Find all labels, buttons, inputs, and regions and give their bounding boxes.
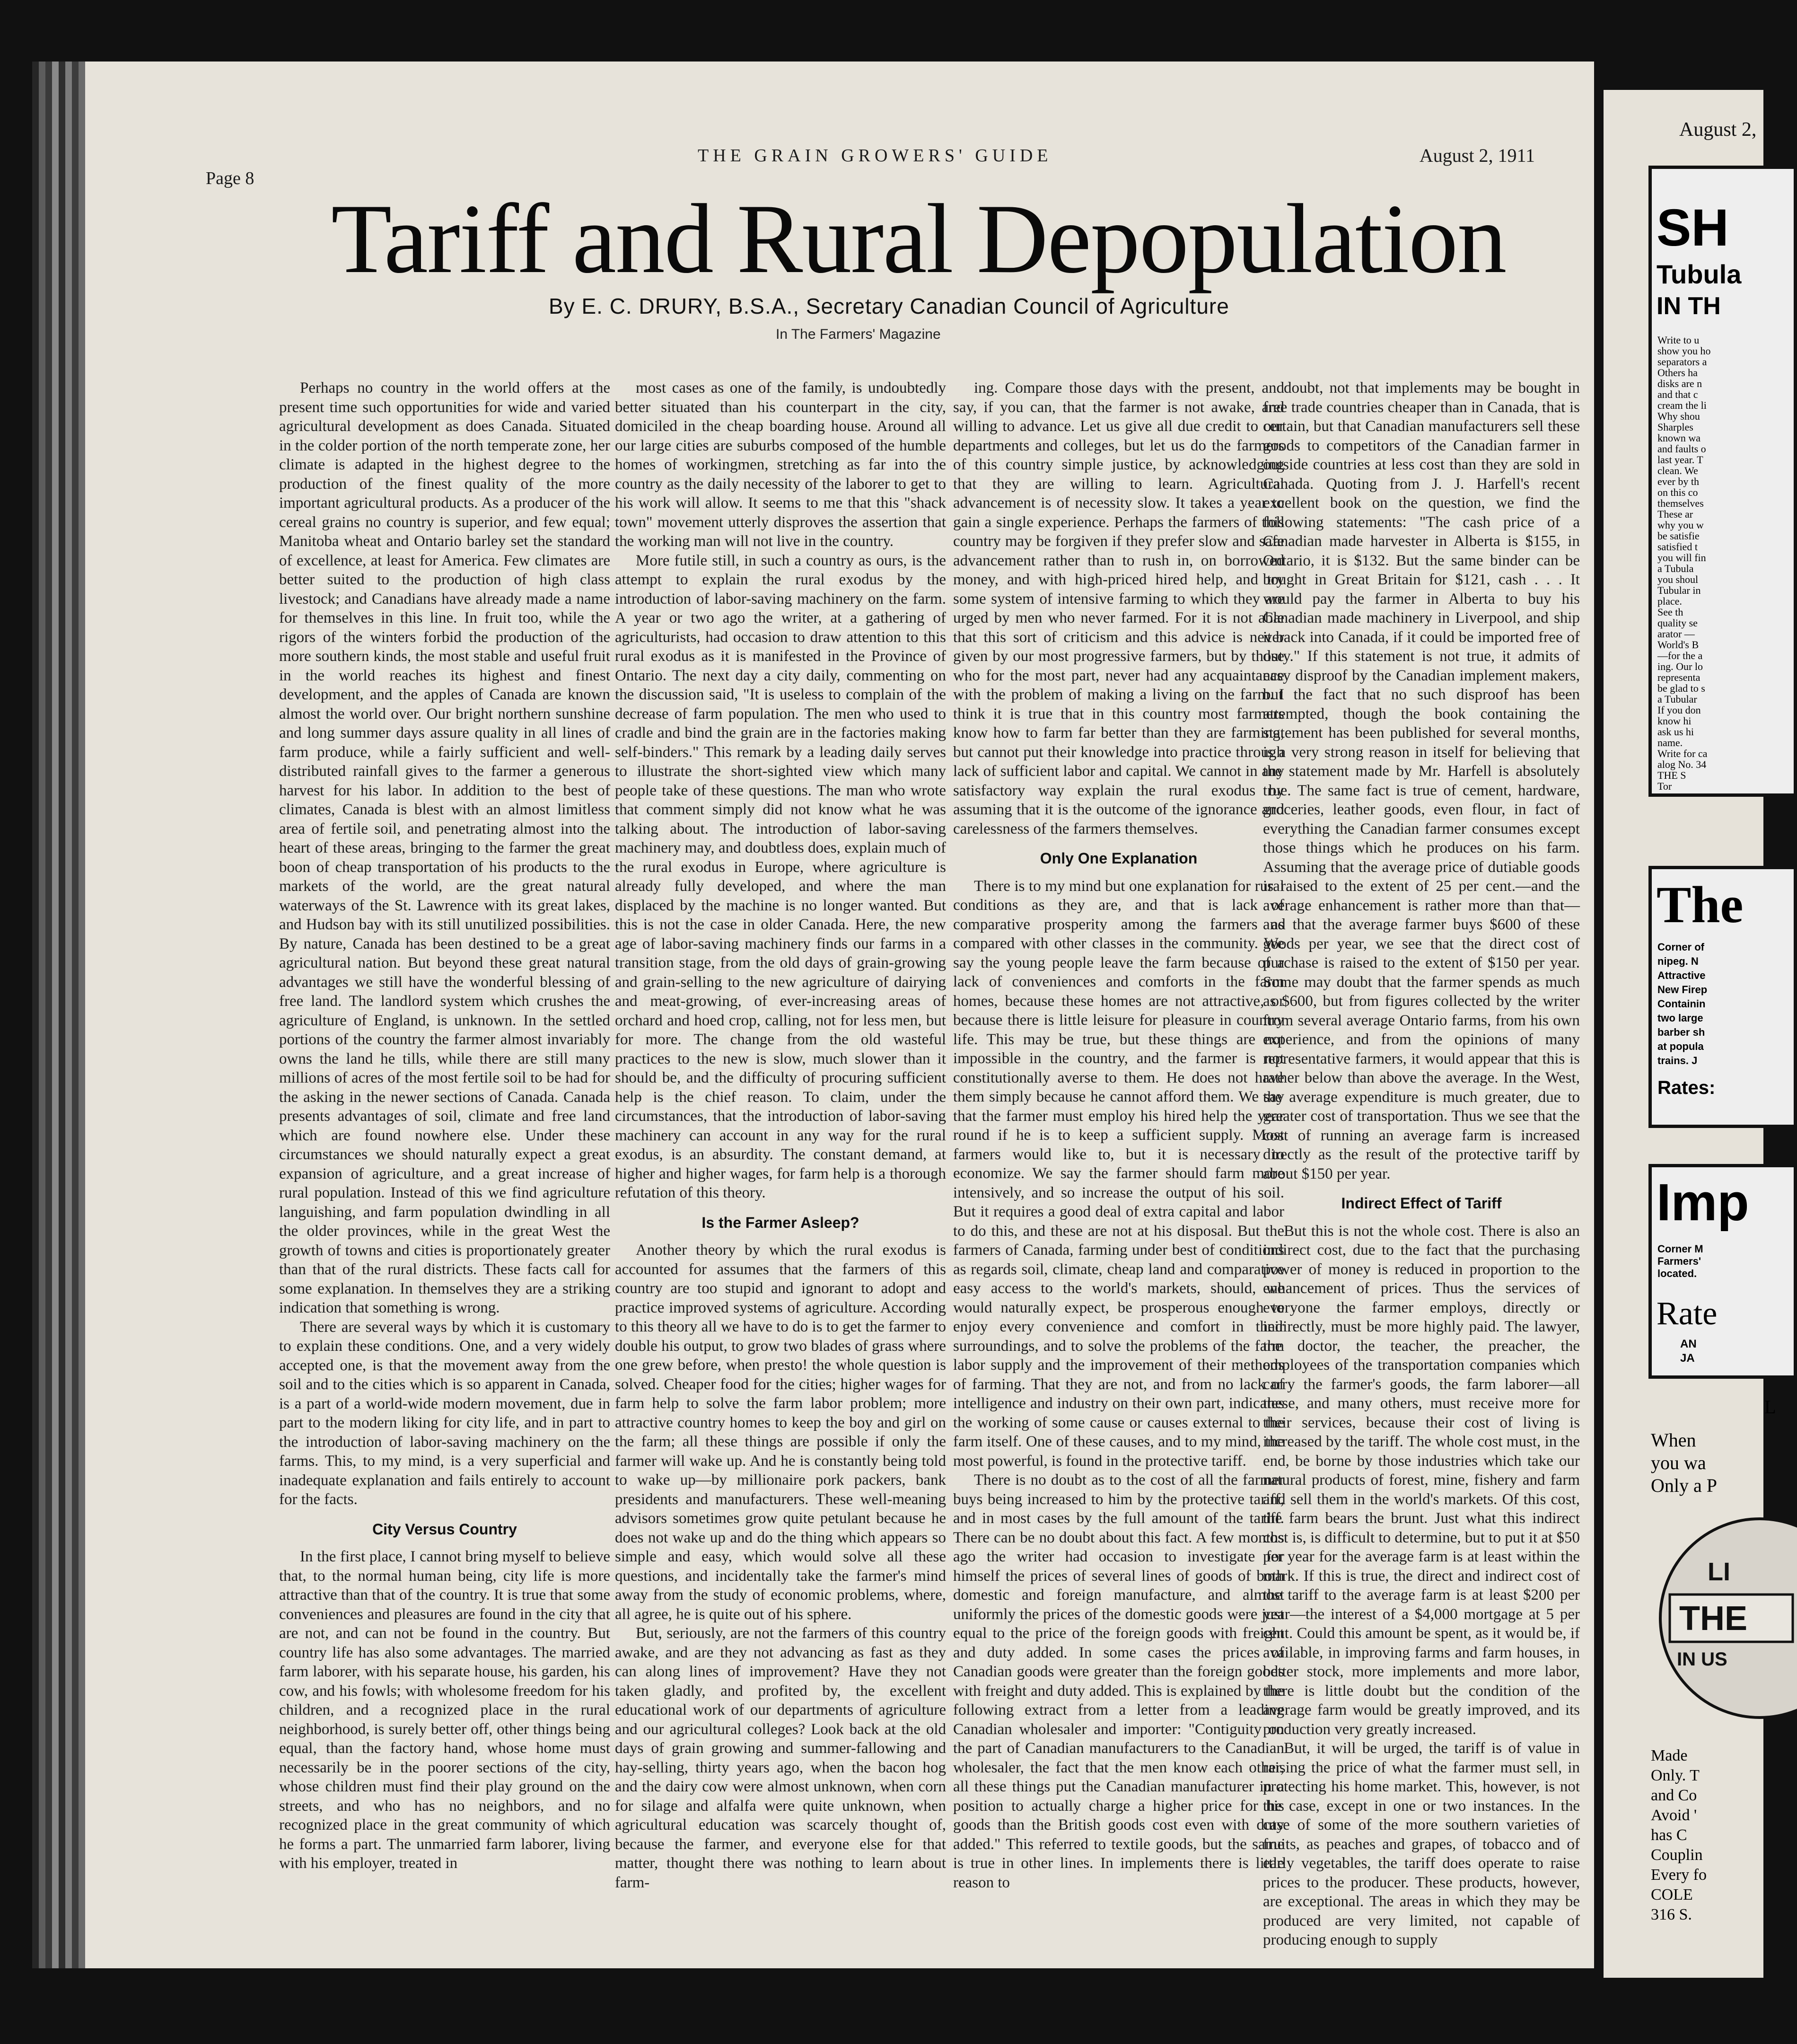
ad-line: When <box>1651 1429 1696 1451</box>
page-header <box>206 144 1535 188</box>
article-paragraph: More futile still, in such a country as ours, is the attempt to explain the rural exodus by the introduction of labor-saving machinery on the farm. A year or two ago the writer, at a gathering of agriculturists, had occasion to draw attention to this rural exodus as it is manifested in the Province of Ontario. The next day a city daily, commenting on the discussion said, "It is useless to complain of the decrease of farm population. The men who used to cradle and bind the grain are in the factories making self-binders." This remark by a leading daily serves to illustrate the short-sighted view which many people take of these questions. The man who wrote that comment simply did not know what he was talking about. The introduction of labor-saving machinery may, and doubtless does, explain much of the rural exodus in Europe, where agriculture is already fully developed, and where the man displaced by the machine is no longer wanted. But this is not the case in older Canada. Here, the new age of labor-saving machinery finds our farms in a transition stage, from the old days of grain-growing and grain-selling to the new agriculture of dairying and meat-growing, of ever-increasing areas of orchard and hoed crop, calling, not for less men, but for more. The change from the old wasteful practices to the new is slow, much slower than it should be, and the difficulty of procuring sufficient help is the chief reason. To claim, under the circumstances, that the introduction of labor-saving machinery can account in any way for the rural exodus, is an absurdity. The constant demand, at higher and higher wages, for farm help is a thorough refutation of this theory. <box>615 552 946 1201</box>
ad-line: representa <box>1657 671 1701 683</box>
ad-line: Attractive <box>1657 969 1706 981</box>
ad-line: Avoid ' <box>1651 1806 1697 1824</box>
ad-line: If you don <box>1657 704 1701 716</box>
article-column-1 <box>279 379 610 1878</box>
ad-line: Write to u <box>1657 334 1700 346</box>
article-title: Tariff and Rural Depopulation <box>331 184 1506 294</box>
ad-tubular-box <box>1648 166 1797 797</box>
ad-coupling-body <box>1651 1746 1707 1925</box>
ad-line: Couplin <box>1651 1846 1703 1864</box>
ad-imperial-box <box>1648 1164 1797 1379</box>
ad-line: place. <box>1657 595 1682 607</box>
ad-line: Corner M <box>1657 1243 1703 1255</box>
ad-tubular-body <box>1657 335 1710 792</box>
article-paragraph: most cases as one of the family, is undoubtedly better situated than his counterpart in the city, domiciled in the cheap boarding house. Around all our large cities are suburbs composed of the humble homes of workingmen, stretching as far into the country as the daily necessity of the laborer to get to his work will allow. It seems to me that this "shack town" movement utterly disproves the assertion that the working man will not live in the country. <box>615 379 946 550</box>
ad-line: name. <box>1657 737 1683 749</box>
page-number: Page 8 <box>206 168 254 188</box>
ad-line: located. <box>1657 1268 1697 1279</box>
ad-line: ever by th <box>1657 476 1699 487</box>
ad-line: Others ha <box>1657 367 1698 379</box>
article-column-2 <box>615 379 946 1891</box>
ad-tubular-sub2: IN TH <box>1657 292 1721 320</box>
section-heading: Indirect Effect of Tariff <box>1341 1195 1502 1212</box>
ad-line: 316 S. <box>1651 1906 1692 1923</box>
article-paragraph: But, seriously, are not the farmers of this country awake, and are they not advancing as fast as they can along lines of improvement? Have they not taken gladly, and profited by, the excellent educational work of our departments of agriculture and our agricultural colleges? Look back at the old days of grain growing and summer-fallowing and hay-selling, thirty years ago, when the bacon hog and the dairy cow were almost unknown, when corn for silage and alfalfa were quite unknown, when agricultural education was scarcely thought of, because the farmer, and everyone else for that matter, thought there was nothing to learn about farm- <box>615 1625 946 1891</box>
ad-line: know hi <box>1657 715 1692 727</box>
ad-line: These ar <box>1657 508 1693 520</box>
ad-coupling-badge-icon <box>1651 1524 1793 1722</box>
ad-hotel-box <box>1648 866 1797 1128</box>
ad-line: has C <box>1651 1826 1687 1844</box>
ad-line: last year. T <box>1657 454 1703 466</box>
ad-line: Every fo <box>1651 1866 1707 1884</box>
article-source: In The Farmers' Magazine <box>776 326 941 342</box>
adjacent-page <box>1604 90 1776 1978</box>
ad-imperial-small2: JA <box>1680 1352 1695 1365</box>
ad-coupling-badge-mid: THE <box>1679 1600 1747 1638</box>
running-head: THE GRAIN GROWERS' GUIDE <box>698 146 1052 166</box>
ad-line: a Tubular <box>1657 693 1697 705</box>
article-paragraph: There is no doubt as to the cost of all the farmer buys being increased to him by the protective tariff, and in most cases by the full amount of the tariff. There can be no doubt about this fact. A few months ago the writer had occasion to investigate for himself the prices of several lines of goods of both domestic and foreign manufacture, and almost uniformly the prices of the domestic goods were just equal to the price of the foreign goods with freight and duty added. In some cases the prices of Canadian goods were greater than the foreign goods with freight and duty added. This is explained by the following extract from a letter from a leading Canadian wholesaler and importer: "Contiguity on the part of Canadian manufacturers to the Canadian wholesaler, the fact that the men know each other, all these things put the Canadian manufacturer in a position to actually charge a higher price for his goods than the British goods cost even with duty added." This referred to textile goods, but the same is true in other lines. In implements there is little reason to <box>953 1471 1284 1891</box>
ad-tubular-headline: SH <box>1657 199 1729 257</box>
ad-line: themselves <box>1657 497 1704 509</box>
article-paragraph: Another theory by which the rural exodus is accounted for assumes that the farmers of this country are too stupid and ignorant to adopt and practice improved systems of agriculture. According to this theory all we have to do is to get the farmer to double his output, to grow two blades of grass where one grew before, when presto! the whole question is solved. Cheaper food for the cities; higher wages for farm help to solve the farm labor problem; more attractive country homes to keep the boy and girl on the farm; all these things are possible if only the farmer will wake up. And he is constantly being told to wake up—by millionaire pork packers, bank presidents and manufacturers. These well-meaning advisors sometimes grow quite petulant because he does not wake up and do the thing which appears so simple and easy, which would solve all these questions, and incidentally take the farmer's mind away from the study of economic problems, where, all agree, he is quite out of his sphere. <box>615 1242 946 1623</box>
ad-line: New Firep <box>1657 984 1708 996</box>
ad-line: COLE <box>1651 1886 1693 1903</box>
ad-line: Only. T <box>1651 1767 1700 1784</box>
ad-line: you wa <box>1651 1452 1706 1473</box>
ad-line: Why shou <box>1657 410 1700 422</box>
ad-line: satisfied t <box>1657 541 1698 553</box>
ad-line: known wa <box>1657 432 1701 444</box>
ad-line: alog No. 34 <box>1657 758 1707 770</box>
section-heading: Is the Farmer Asleep? <box>701 1214 859 1231</box>
ad-line: show you ho <box>1657 345 1711 357</box>
ad-line: See th <box>1657 606 1683 618</box>
ad-imperial-small1: AN <box>1680 1338 1697 1350</box>
ad-line: separators a <box>1657 356 1707 368</box>
ad-line: Farmers' <box>1657 1255 1701 1267</box>
ad-line: be satisfie <box>1657 530 1700 542</box>
ad-line: and faults o <box>1657 443 1706 455</box>
ad-line: ask us hi <box>1657 726 1694 738</box>
article-paragraph: ing. Compare those days with the present, and say, if you can, that the farmer is not awake, and willing to advance. Let us give all due credit to our departments and colleges, but let us do the farmers of this country simple justice, by acknowledging that they are willing to learn. Agricultural advancement is of necessity slow. It takes a year to gain a single experience. Perhaps the farmers of this country may be forgiven if they prefer slow and safe advancement rather than to rush in, on borrowed money, and with high-priced hired help, and try some system of intensive farming to which they are urged by men who never farmed. For it is not able that this sort of criticism and this advice is never given by our most progressive farmers, but by those who for the most part, never had any acquaintance with the problem of making a living on the farm. I think it is true that in this country most farmers know how to farm far better than they are farming, but cannot put their knowledge into practice through lack of sufficient labor and capital. We cannot in any satisfactory way explain the rural exodus by assuming that it is the outcome of the ignorance and carelessness of the farmers themselves. <box>953 379 1284 837</box>
ad-line: a Tubula <box>1657 563 1694 574</box>
ad-line: quality se <box>1657 617 1698 629</box>
article-paragraph: In the first place, I cannot bring myself to believe that, to the normal human being, city life is more attractive than that of the country. It is true that some conveniences and pleasures are found in the city that are not, and can not be found in the country. But country life has also some advantages. The married farm laborer, with his separate house, his garden, his cow, and his fowls; with wholesome freedom for his children, and a recognized place in the rural neighborhood, is surely better off, other things being equal, than the factory hand, whose home must necessarily be in the poorer sections of the city, whose children must find their play ground on the streets, and who has no neighbors, and no recognized place in the great community of which he forms a part. The unmarried farm laborer, living with his employer, treated in <box>279 1548 610 1872</box>
ad-line: two large <box>1657 1012 1703 1024</box>
ad-line: ing. Our lo <box>1657 661 1703 672</box>
ad-line: be glad to s <box>1657 682 1705 694</box>
article-paragraph: There is to my mind but one explanation for rural conditions as they are, and that is lack of comparative prosperity among the farmers as compared with other classes in the community. We say the young people leave the farm because of a lack of conveniences and comforts in the farm homes, because these homes are not attractive, or because there is little leisure for pleasure in country life. This may be true, but these things are not impossible in the country, and the farmer is not constitutionally averse to them. He does not have them simply because he cannot afford them. We say that the farmer must employ his hired help the year round if he is to keep a sufficient supply. Most farmers would like to, but it is necessary to economize. We say the farmer should farm more intensively, and so increase the output of his soil. But it requires a good deal of extra capital and labor to do this, and these are not at his disposal. But the farmers of Canada, farming under best of conditions as regards soil, climate, cheap land and comparative easy access to the world's markets, should, we would naturally expect, be prosperous enough to enjoy every convenience and comfort in their surroundings, and to solve the problems of the farm labor supply and the improvement of their methods of farming. That they are not, and from no lack of intelligence and industry on their own part, indicates the working of some cause or causes external to the farm itself. One of these causes, and to my mind, the most powerful, is found in the protective tariff. <box>953 877 1284 1470</box>
ad-line: why you w <box>1657 519 1704 531</box>
adjacent-page-date: August 2, <box>1679 119 1757 141</box>
ad-coupling-badge-top: LI <box>1708 1558 1730 1586</box>
ad-line: Only a P <box>1651 1475 1717 1496</box>
ad-line: on this co <box>1657 486 1698 498</box>
ad-coupling-headline: L <box>1764 1396 1776 1418</box>
article-column-4 <box>1263 379 1580 1948</box>
ad-line: Containin <box>1657 998 1706 1010</box>
section-heading: City Versus Country <box>372 1520 517 1538</box>
ad-line: THE S <box>1657 769 1686 781</box>
ad-line: cream the li <box>1657 399 1707 411</box>
ad-line: World's B <box>1657 639 1699 651</box>
ad-line: disks are n <box>1657 378 1702 389</box>
article-byline: By E. C. DRURY, B.S.A., Secretary Canadian Council of Agriculture <box>549 294 1229 318</box>
ad-coupling-badge-bottom: IN US <box>1677 1649 1727 1670</box>
ad-imperial-body <box>1657 1243 1703 1280</box>
issue-date: August 2, 1911 <box>1419 145 1535 166</box>
ad-line: Sharples <box>1657 421 1693 433</box>
ad-hotel-rates: Rates: <box>1657 1077 1716 1098</box>
ad-line: trains. J <box>1657 1055 1698 1066</box>
article-paragraph: But, it will be urged, the tariff is of value in raising the price of what the farmer must sell, in protecting his home market. This, however, is not the case, except in one or two instances. In the case of some of the more southern varieties of fruits, as peaches and grapes, of tobacco and of early vegetables, the tariff does operate to raise prices to the producer. These products, however, are exceptional. The areas in which they may be produced are very limited, not capable of producing enough to supply <box>1263 1740 1580 1948</box>
article-paragraph: Perhaps no country in the world offers at the present time such opportunities for wide and varied agricultural development as does Canada. Situated in the colder portion of the north temperate zone, her climate is adapted in the highest degree to the production of the finest quality of the more important agricultural products. As a producer of the cereal grains no country is superior, and few equal; Manitoba wheat and Ontario barley set the standard of excellence, at least for America. Few climates are better suited to the production of high class livestock; and Canadians have already made a name for themselves in this line. In fruit too, while the rigors of the winters forbid the production of the more southern kinds, the most stable and useful fruit in the world reaches its highest and finest development, and the apples of Canada are known almost the world over. Our bright northern sunshine and long summer days assure quality in all lines of farm produce, while a fairly sufficient and well-distributed rainfall gives to the farmer a generous harvest for his labor. In addition to the best of climates, Canada is blest with an almost limitless area of fertile soil, and penetrating almost into the heart of these areas, bringing to the farmer the great boon of cheap transportation of his products to the markets of the world, are the great natural waterways of the St. Lawrence with its great lakes, and Hudson bay with its still unutilized possibilities. By nature, Canada has been destined to be a great agricultural nation. But beyond these great natural advantages we still have the wonderful blessing of free land. The landlord system which crushes the agriculture of England, is unknown. In the settled portions of the country the farmer almost invariably owns the land he tills, while there are still many millions of acres of the most fertile soil to be had for the asking in the newer sections of Canada. Canada presents advantages of soil, climate and free land which are found nowhere else. Under these circumstances we should naturally expect a great expansion of agriculture, and a great increase of rural population. Instead of this we find agriculture languishing, and farm population dwindling in all the older provinces, while in the great West the growth of towns and cities is proportionately greater than that of the rural districts. These facts call for some explanation. In themselves they are a striking indication that something is wrong. <box>279 379 610 1316</box>
ad-line: at popula <box>1657 1040 1704 1052</box>
article-column-3 <box>953 379 1284 1891</box>
ad-line: Tor <box>1657 780 1672 792</box>
ad-line: Tubular in <box>1657 584 1701 596</box>
ad-line: Write for ca <box>1657 748 1708 759</box>
ad-imperial-rates: Rate <box>1657 1295 1718 1332</box>
ad-line: clean. We <box>1657 465 1698 476</box>
article-paragraph: But this is not the whole cost. There is also an indirect cost, due to the fact that the purchasing power of money is reduced in proportion to the enhancement of prices. Thus the services of everyone the farmer employs, directly or indirectly, must be more highly paid. The lawyer, the doctor, the teacher, the preacher, the employees of the transportation companies which carry the farmer's goods, the farm laborer—all these, and many others, must receive more for their services, because their cost of living is increased by the tariff. The whole cost must, in the end, be borne by those industries which take our natural products of forest, mine, fishery and farm and sell them in the world's markets. Of this cost, the farm bears the brunt. Just what this indirect cost is, is difficult to determine, but to put it at $50 per year for the average farm is at least within the mark. If this is true, the direct and indirect cost of the tariff to the average farm is at least $200 per year—the interest of a $4,000 mortgage at 5 per cent. Could this amount be spent, as it would be, if available, in improving farms and farm houses, in better stock, more implements and more labor, there is little doubt but the condition of the average farm would be greatly improved, and its production very greatly increased. <box>1263 1222 1580 1738</box>
ad-tubular-sub1: Tubula <box>1657 259 1742 289</box>
ad-line: you will fin <box>1657 552 1706 564</box>
ad-line: and that c <box>1657 388 1698 400</box>
article-paragraph: doubt, not that implements may be bought in free trade countries cheaper than in Canada, that is certain, but that Canadian manufacturers sell these goods to competitors of the Canadian farmer in outside countries at less cost than they are sold in Canada. Quoting from J. J. Harfell's recent excellent book on the question, we find the following statements: "The cash price of a Canadian made harvester in Alberta is $155, in Ontario, it is $132. But the same binder can be bought in Great Britain for $121, cash . . . It would pay the farmer in Alberta to buy his Canadian made machinery in Liverpool, and ship it back into Canada, if it could be imported free of duty." If this statement is not true, it admits of easy disproof by the Canadian implement makers, but the fact that no such disproof has been attempted, though the book containing the statement has been published for several months, is a very strong reason in itself for believing that the statement made by Mr. Harfell is absolutely true. The same fact is true of cement, hardware, groceries, leather goods, even flour, in fact of everything the Canadian farmer consumes except those things which he produces on his farm. Assuming that the average price of dutiable goods is raised to the extent of 25 per cent.—and the average enhancement is rather more than that—and that the average farmer buys $600 of these goods per year, we see that the direct cost of purchase is raised to the extent of $150 per year. Some may doubt that the farmer spends as much as $600, but from figures collected by the writer from several average Ontario farms, from his own experience, and from the opinions of many representative farmers, it would appear that this is rather below than above the average. In the West, the average expenditure is much greater, due to greater cost of transportation. Thus we see that the cost of running an average farm is increased directly as the result of the protective tariff by about $150 per year. <box>1263 379 1580 1182</box>
ad-line: —for the a <box>1657 650 1703 661</box>
ad-line: nipeg. N <box>1657 955 1699 967</box>
ad-line: and Co <box>1651 1787 1697 1804</box>
ad-line: Corner of <box>1657 941 1704 953</box>
ad-hotel-headline: The <box>1657 876 1744 934</box>
section-heading: Only One Explanation <box>1040 850 1198 867</box>
article-paragraph: There are several ways by which it is customary to explain these conditions. One, and a very widely accepted one, is that the movement away from the soil and to the cities which is so apparent in Canada, is a part of a world-wide modern movement, due in part to the modern liking for city life, and in part to the introduction of labor-saving machinery on the farms. This, to my mind, is a very superficial and inadequate explanation and fails entirely to account for the facts. <box>279 1318 610 1508</box>
ad-imperial-headline: Imp <box>1657 1173 1749 1232</box>
ad-line: barber sh <box>1657 1026 1705 1038</box>
ad-hotel-body <box>1657 940 1707 1068</box>
ad-line: arator — <box>1657 628 1695 640</box>
page-edge-frame-bottom <box>45 1079 62 1823</box>
ad-coupling-intro <box>1651 1429 1717 1497</box>
ad-line: you shoul <box>1657 573 1699 585</box>
ad-line: Made <box>1651 1747 1688 1764</box>
